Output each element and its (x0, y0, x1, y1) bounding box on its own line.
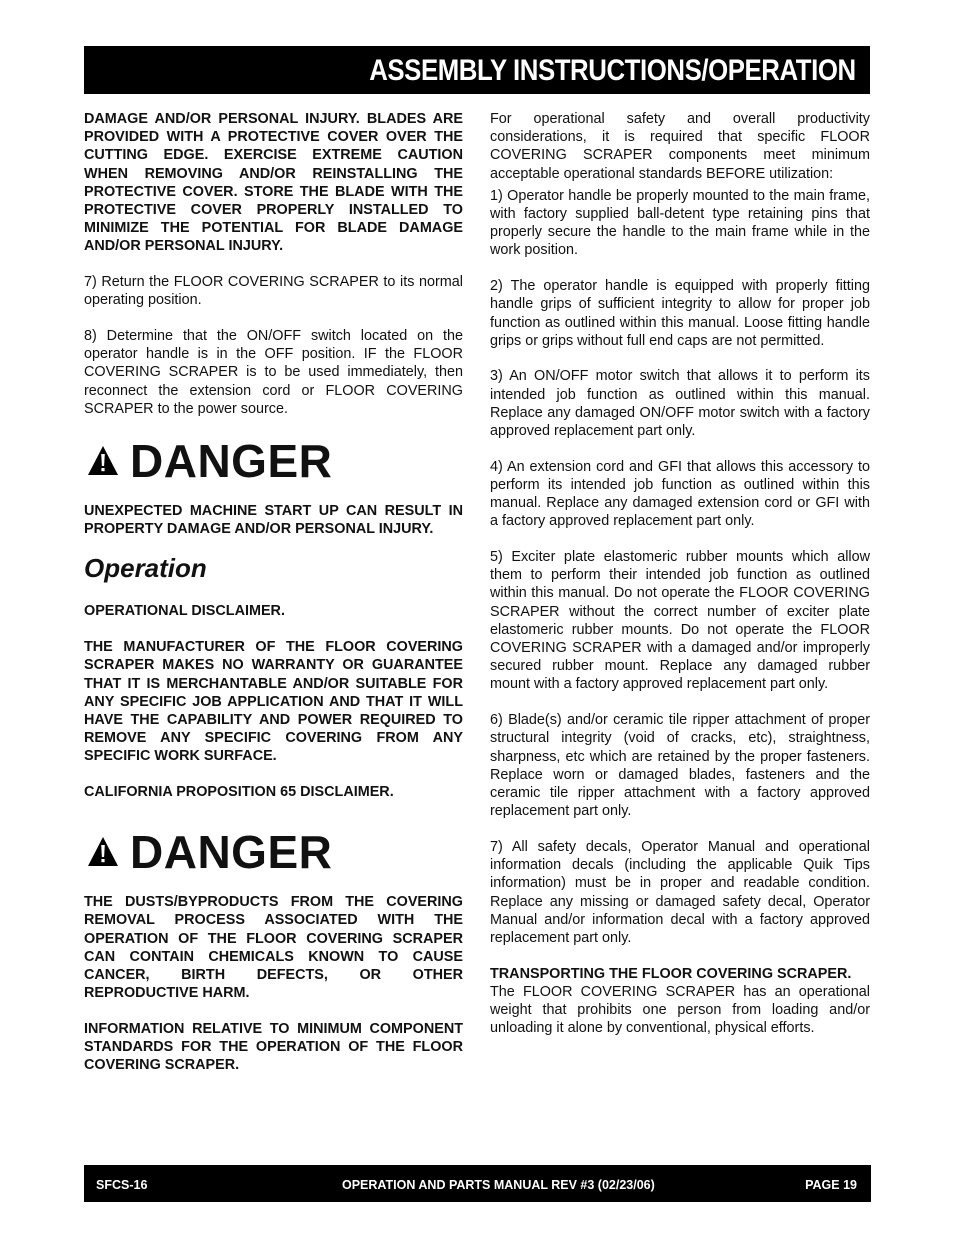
header-bar (84, 46, 870, 94)
info-text: INFORMATION RELATIVE TO MINIMUM COMPONENT STANDARDS FOR THE OPERATION OF THE FLOOR COVERING SCRAPER. (84, 1021, 463, 1074)
page-title: ASSEMBLY INSTRUCTIONS/OPERATION (369, 54, 856, 87)
danger-heading-1 (84, 432, 463, 490)
danger-label: DANGER (130, 826, 333, 879)
footer-bar (84, 1165, 871, 1202)
standard-item-6: 6) Blade(s) and/or ceramic tile ripper attachment of proper structural integrity (void of cracks, etc), straightness, sharpness, etc which are retained by the proper fasteners. Replace worn or damaged blades, fasteners and the ceramic tile ripper attachment with a factory approved replacement part only. (490, 712, 870, 820)
intro-text: For operational safety and overall productivity considerations, it is required that specific FLOOR COVERING SCRAPER components meet minimum acceptable operational standards BEFORE utilization: (490, 111, 870, 182)
danger-1-text: UNEXPECTED MACHINE START UP CAN RESULT IN PROPERTY DAMAGE AND/OR PERSONAL INJURY. (84, 503, 463, 538)
standard-item-5: 5) Exciter plate elastomeric rubber mounts which allow them to perform their intended job function as outlined within this manual. Do not operate the FLOOR COVERING SCRAPER without the correct number of exciter plate elastomeric rubber mounts. Do not operate the FLOOR COVERING SCRAPER with a damaged and/or improperly secured rubber mount. Replace any damaged rubber mount with a factory approved replacement part only. (490, 549, 870, 693)
danger-label: DANGER (130, 435, 333, 488)
transport-title: TRANSPORTING THE FLOOR COVERING SCRAPER. (490, 965, 852, 982)
standard-item-2: 2) The operator handle is equipped with properly fitting handle grips of sufficient integrity to allow for proper job function as outlined within this manual. Loose fitting handle grips or grips without full end caps are not permitted. (490, 278, 870, 349)
danger-heading-2 (84, 823, 463, 881)
warning-triangle-icon (86, 444, 120, 478)
standard-item-4: 4) An extension cord and GFI that allows this accessory to perform its intended job function as outlined within this manual. Replace any damaged extension cord or GFI with a factory approved replacement part only. (490, 458, 870, 530)
danger-2-text: THE DUSTS/BYPRODUCTS FROM THE COVERING REMOVAL PROCESS ASSOCIATED WITH THE OPERATION OF THE FLOOR COVERING SCRAPER CAN CONTAIN CHEMICALS KNOWN TO CAUSE CANCER, BIRTH DEFECTS, OR OTHER REPRODUCTIVE HARM. (84, 894, 463, 1002)
prop65-title: CALIFORNIA PROPOSITION 65 DISCLAIMER. (84, 784, 394, 801)
right-column (490, 110, 870, 1037)
operation-heading: Operation (84, 553, 207, 584)
page-number: PAGE 19 (805, 1178, 857, 1192)
disclaimer-text: THE MANUFACTURER OF THE FLOOR COVERING SCRAPER MAKES NO WARRANTY OR GUARANTEE THAT IT IS MERCHANTABLE AND/OR SUITABLE FOR ANY SPECIFIC JOB APPLICATION AND THAT IT WILL HAVE THE CAPABILITY AND POWER REQUIRED TO REMOVE ANY SPECIFIC COVERING FROM ANY SPECIFIC WORK SURFACE. (84, 639, 463, 765)
manual-revision: OPERATION AND PARTS MANUAL REV #3 (02/23/06) (342, 1178, 655, 1192)
step-7-text: 7) Return the FLOOR COVERING SCRAPER to its normal operating position. (84, 274, 463, 309)
disclaimer-title: OPERATIONAL DISCLAIMER. (84, 603, 285, 620)
left-column (84, 110, 463, 1075)
warning-triangle-icon (86, 835, 120, 869)
document-code: SFCS-16 (96, 1178, 148, 1192)
step-8-text: 8) Determine that the ON/OFF switch located on the operator handle is in the OFF position. IF the FLOOR COVERING SCRAPER is to be used immediately, then reconnect the extension cord or FLOOR COVERING SCRAPER to the power source. (84, 328, 463, 417)
blade-warning-text: DAMAGE AND/OR PERSONAL INJURY. BLADES ARE PROVIDED WITH A PROTECTIVE COVER OVER THE CUTTING EDGE. EXERCISE EXTREME CAUTION WHEN REMOVING AND/OR REINSTALLING THE PROTECTIVE COVER. STORE THE BLADE WITH THE PROTECTIVE COVER PROPERLY INSTALLED TO MINIMIZE THE POTENTIAL FOR BLADE DAMAGE AND/OR PERSONAL INJURY. (84, 111, 463, 255)
standard-item-7: 7) All safety decals, Operator Manual and operational information decals (including the applicable Quik Tips information) must be in proper and readable condition. Replace any missing or damaged safety decal, Operator Manual and/or information decal with a factory approved replacement part only. (490, 838, 870, 946)
transport-text: The FLOOR COVERING SCRAPER has an operational weight that prohibits one person from loading and/or unloading it alone by conventional, physical efforts. (490, 983, 870, 1037)
standard-item-3: 3) An ON/OFF motor switch that allows it to perform its intended job function as outlined within this manual. Replace any damaged ON/OFF motor switch with a factory approved replacement part only. (490, 368, 870, 440)
standard-item-1: 1) Operator handle be properly mounted to the main frame, with factory supplied ball-detent type retaining pins that properly secure the handle to the main frame while in the work position. (490, 187, 870, 259)
